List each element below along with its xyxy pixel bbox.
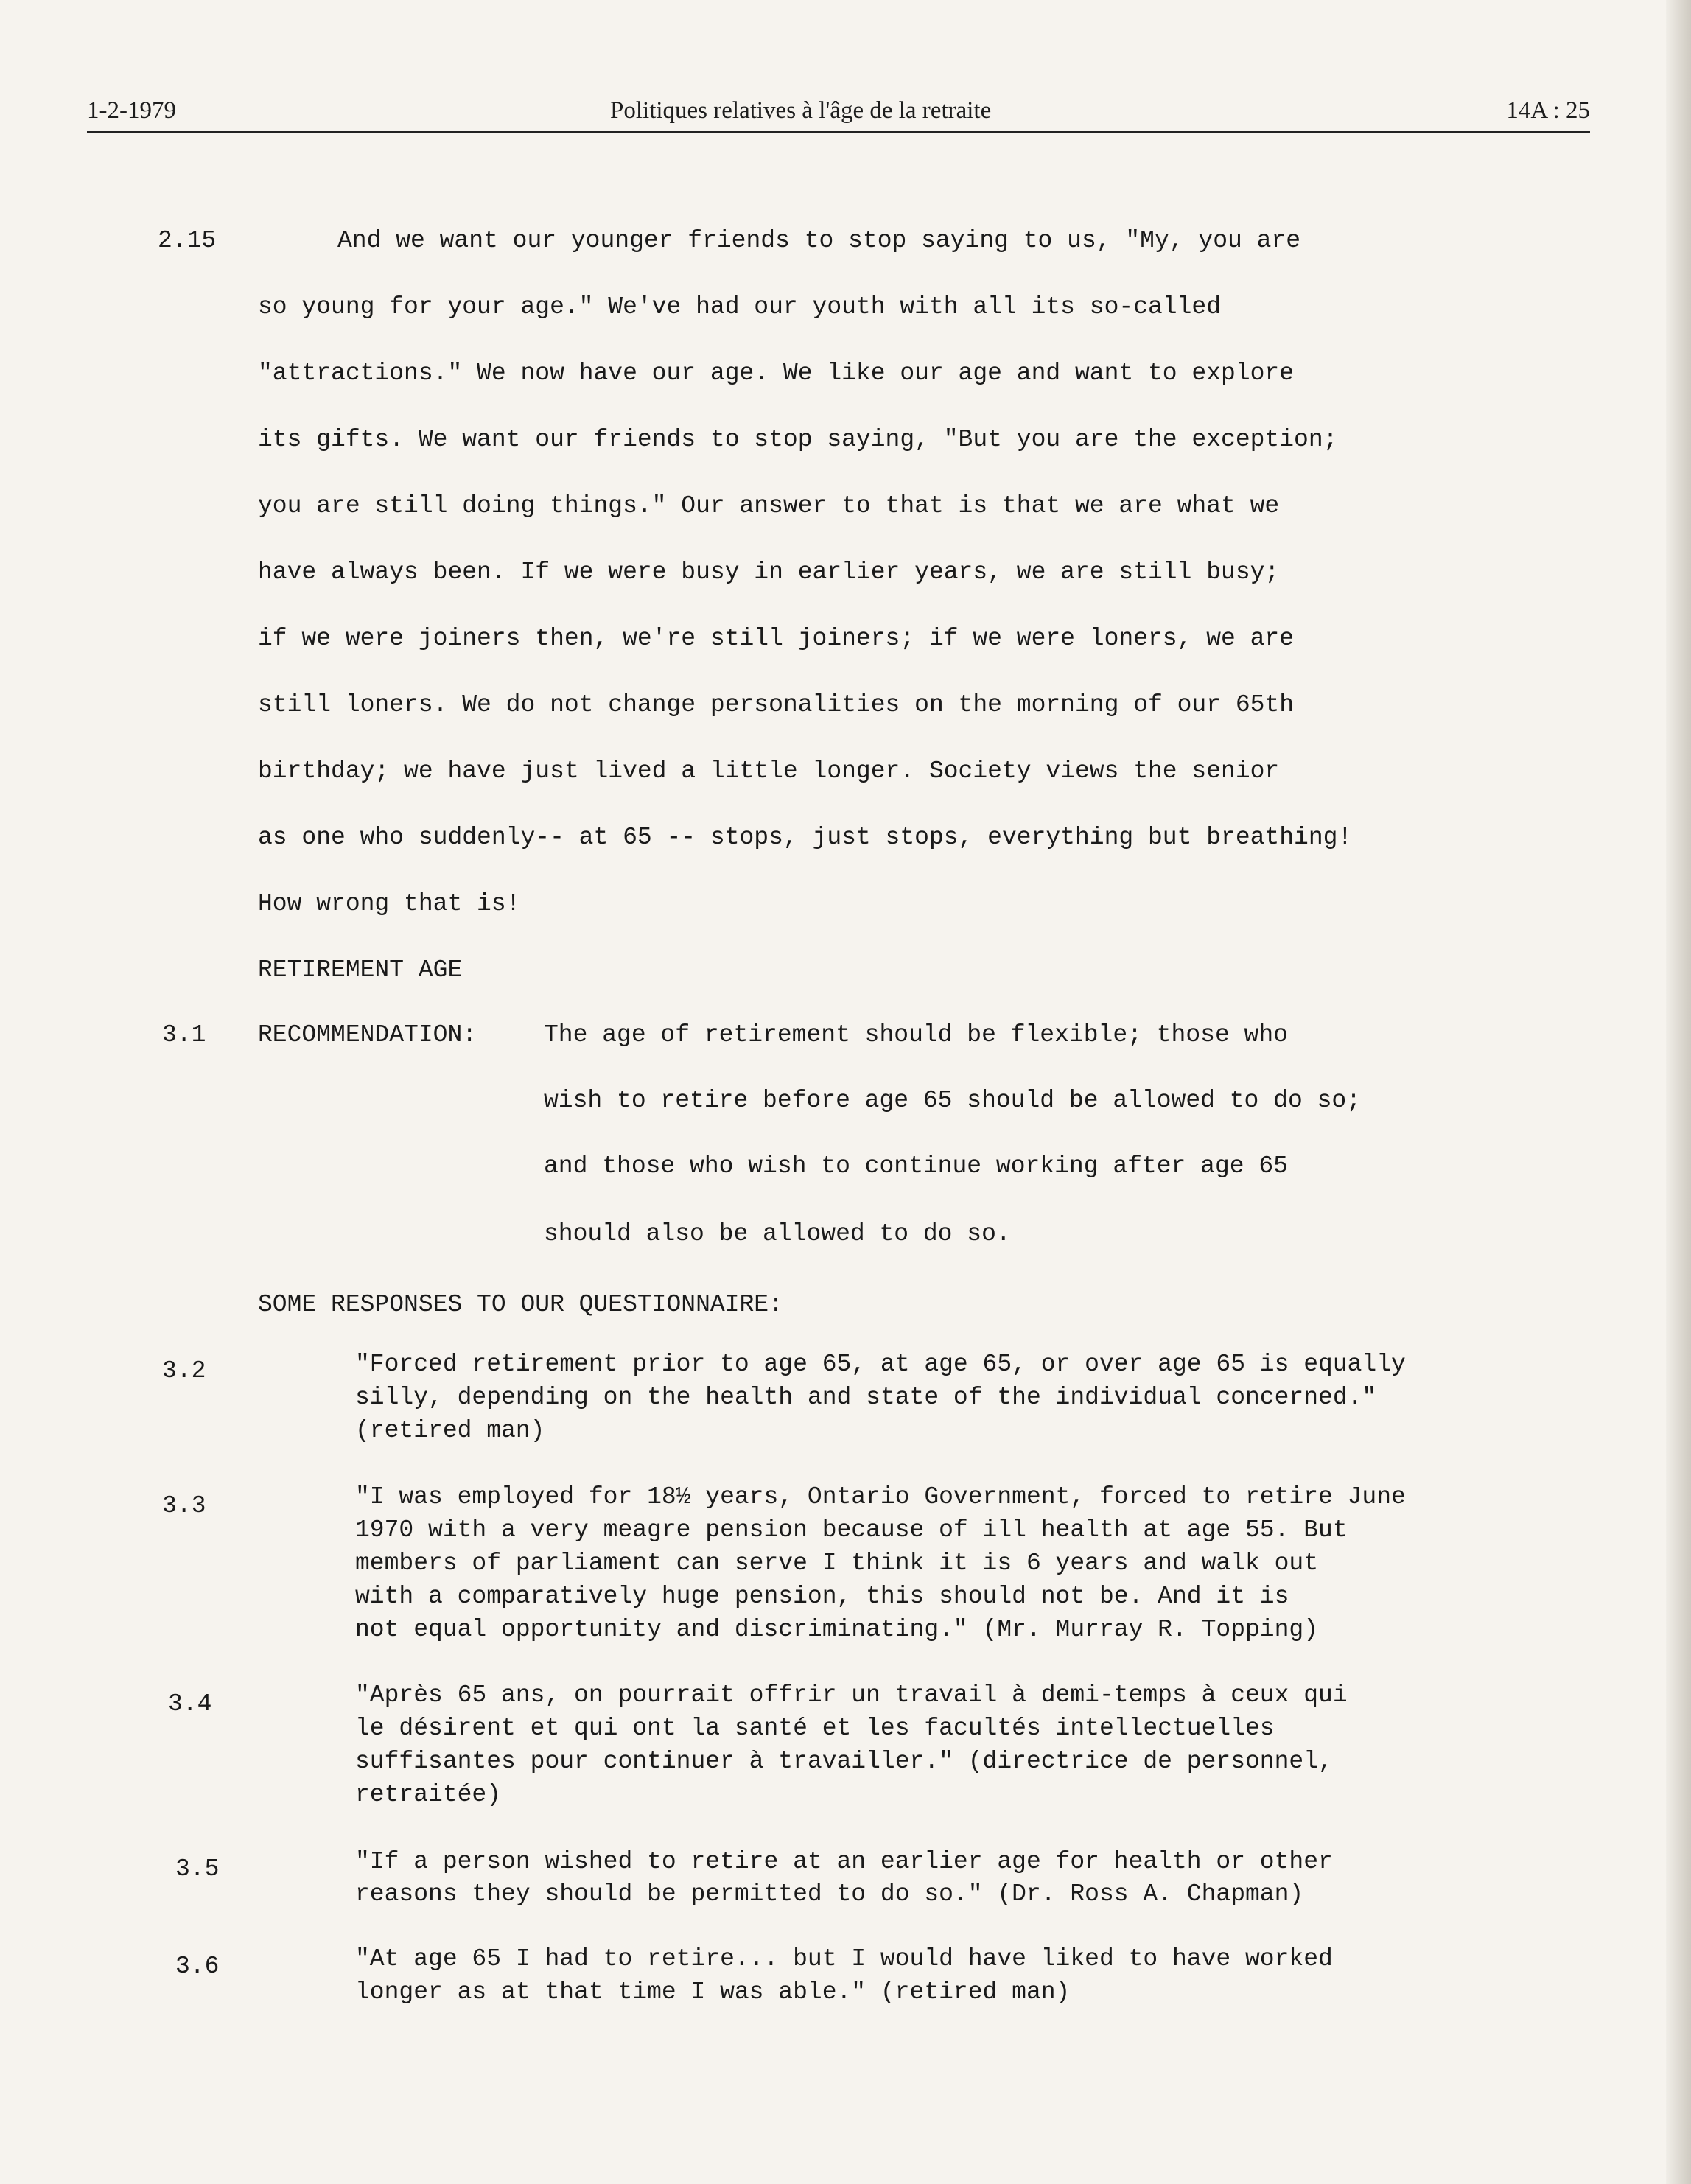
heading-text: SOME RESPONSES TO OUR QUESTIONNAIRE:	[258, 1291, 783, 1318]
header-page-number: 14A : 25	[1506, 97, 1590, 124]
response-number: 3.2	[162, 1357, 206, 1385]
recommendation-label: RECOMMENDATION:	[258, 1021, 477, 1049]
paragraph-line: as one who suddenly-- at 65 -- stops, just stops, everything but breathing!	[258, 824, 1353, 851]
response-line: 1970 with a very meagre pension because of ill health at age 55. But	[355, 1516, 1348, 1544]
response-line: members of parliament can serve I think it is 6 years and walk out	[355, 1550, 1319, 1577]
response-line: suffisantes pour continuer à travailler." (directrice de personnel,	[355, 1748, 1333, 1775]
response-line: silly, depending on the health and state of the individual concerned."	[355, 1384, 1377, 1411]
paragraph-line: still loners. We do not change personalities on the morning of our 65th	[258, 691, 1295, 718]
header-title: Politiques relatives à l'âge de la retraite	[610, 97, 992, 124]
recommendation-line: and those who wish to continue working after age 65	[544, 1152, 1288, 1180]
response-number: 3.5	[175, 1855, 220, 1883]
paragraph-number: 2.15	[158, 227, 217, 254]
response-line: (retired man)	[355, 1417, 545, 1444]
response-line: retraitée)	[355, 1781, 502, 1808]
recommendation-line: The age of retirement should be flexible; those who	[544, 1021, 1288, 1049]
response-number: 3.4	[168, 1690, 212, 1718]
page-edge-shadow	[1666, 0, 1691, 2184]
paragraph-line: its gifts. We want our friends to stop saying, "But you are the exception;	[258, 426, 1338, 453]
paragraph-line: And we want our younger friends to stop saying to us, "My, you are	[337, 227, 1301, 254]
paragraph-number: 3.1	[162, 1021, 206, 1049]
response-line: "At age 65 I had to retire... but I would have liked to have worked	[355, 1945, 1333, 1973]
heading-text: RETIREMENT AGE	[258, 956, 463, 984]
response-line: "I was employed for 18½ years, Ontario Government, forced to retire June	[355, 1483, 1406, 1511]
response-line: with a comparatively huge pension, this should not be. And it is	[355, 1583, 1289, 1610]
paragraph-line: so young for your age." We've had our youth with all its so-called	[258, 293, 1222, 321]
paragraph-line: How wrong that is!	[258, 890, 521, 917]
recommendation-line: wish to retire before age 65 should be allowed to do so;	[544, 1087, 1361, 1114]
header-date: 1-2-1979	[87, 97, 176, 124]
running-header	[87, 97, 1590, 133]
recommendation-line: should also be allowed to do so.	[544, 1220, 1011, 1247]
header-rule	[87, 131, 1590, 133]
paragraph-line: if we were joiners then, we're still joiners; if we were loners, we are	[258, 625, 1295, 652]
response-line: longer as at that time I was able." (retired man)	[355, 1978, 1071, 2006]
response-number: 3.3	[162, 1492, 206, 1519]
paragraph-line: have always been. If we were busy in earlier years, we are still busy;	[258, 559, 1280, 586]
response-line: le désirent et qui ont la santé et les facultés intellectuelles	[355, 1715, 1275, 1742]
paragraph-line: "attractions." We now have our age. We like our age and want to explore	[258, 360, 1295, 387]
response-line: reasons they should be permitted to do so." (Dr. Ross A. Chapman)	[355, 1880, 1304, 1908]
paragraph-line: you are still doing things." Our answer to that is that we are what we	[258, 492, 1280, 519]
paragraph-line: birthday; we have just lived a little longer. Society views the senior	[258, 757, 1280, 785]
response-number: 3.6	[175, 1953, 220, 1980]
response-line: "If a person wished to retire at an earlier age for health or other	[355, 1848, 1333, 1875]
response-line: not equal opportunity and discriminating." (Mr. Murray R. Topping)	[355, 1616, 1319, 1643]
response-line: "Forced retirement prior to age 65, at age 65, or over age 65 is equally	[355, 1351, 1406, 1378]
response-line: "Après 65 ans, on pourrait offrir un travail à demi-temps à ceux qui	[355, 1681, 1348, 1709]
